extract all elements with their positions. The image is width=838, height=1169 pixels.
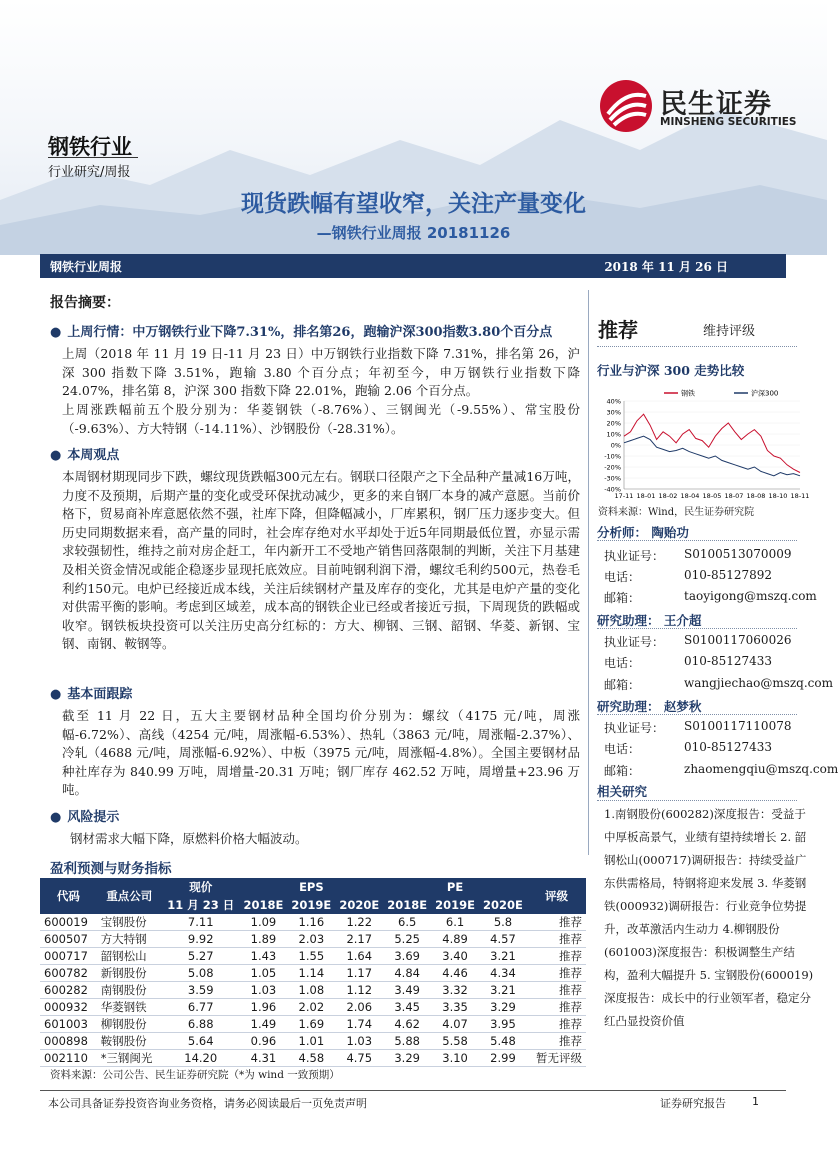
x-tick-label: 18-08 [746,492,766,500]
table-cell: 9.92 [162,931,240,948]
table-cell: 4.75 [335,1050,383,1067]
bullet-icon: ● [50,810,62,825]
rating-label: 推荐 [598,318,638,342]
table-cell: 6.77 [162,999,240,1016]
paragraph: 截至 11 月 22 日，五大主要钢材品种全国均价分别为：螺纹（4175 元/吨，周涨幅-6.72%）、高线（4254 元/吨，周涨幅-6.53%）、热轧（3863 元/吨，周涨幅-2.37%）、冷轧（4688 元/吨，周涨幅-6.92%）、中板（3975 元/吨，周涨幅-4.8%）。全国主要钢材品种社库存为 840.99 万吨，周增量-20.31 万吨；钢厂库存 462.52 万吨，周增量+23.96 万吨。 [62,708,580,798]
table-cell: 600507 [40,931,97,948]
table-cell: 000932 [40,999,97,1016]
table-row [40,1050,586,1067]
table-cell: 新钢股份 [97,965,162,982]
trend-chart [596,385,810,500]
table-cell: 7.11 [162,914,240,931]
table-cell: 2.02 [287,999,335,1016]
divider [597,714,797,715]
paragraph: 钢材需求大幅下降，原燃料价格大幅波动。 [70,831,308,846]
report-date: 2018 年 11 月 26 日 [604,260,728,274]
table-cell: 推荐 [527,931,586,948]
license-value: S0100117110078 [684,719,792,733]
y-tick-label: -20% [604,463,621,472]
divider [597,540,797,541]
x-tick-label: 18-01 [636,492,656,500]
table-cell: 3.35 [431,999,479,1016]
section-heading-risk: ● 风险提示 [50,810,120,825]
bullet-icon: ● [50,325,62,340]
table-cell: 1.12 [335,982,383,999]
report-title: 现货跌幅有望收窄，关注产量变化 [241,191,586,217]
table-cell: 1.22 [335,914,383,931]
col-price: 现价 [162,878,240,896]
footer-line [40,1090,786,1091]
table-cell: 5.58 [431,1033,479,1050]
phone-label: 电话： [604,570,641,584]
table-cell: 1.69 [287,1016,335,1033]
table-cell: 1.08 [287,982,335,999]
assistant1-title: 研究助理： 王介超 [597,613,702,628]
table-cell: 1.89 [240,931,288,948]
y-tick-label: -40% [604,485,621,494]
report-subtitle: —钢铁行业周报 20181126 [316,224,511,242]
col-pe-2020: 2020E [479,896,527,914]
page-number: 1 [752,1095,759,1108]
title-bar [40,254,786,278]
industry-underline [48,157,138,158]
y-tick-label: -30% [604,474,621,483]
table-cell: 4.34 [479,965,527,982]
col-company: 重点公司 [97,878,162,914]
table-cell: 南钢股份 [97,982,162,999]
table-cell: 1.55 [287,948,335,965]
table-row [40,965,586,982]
license-label: 执业证号： [604,721,665,735]
chart-source: 资料来源：Wind，民生证券研究院 [598,507,755,518]
email-label: 邮箱： [604,764,641,778]
y-tick-label: -10% [604,452,621,461]
table-cell: 000717 [40,948,97,965]
table-cell: 1.03 [335,1033,383,1050]
table-cell: 鞍钢股份 [97,1033,162,1050]
table-cell: 推荐 [527,1016,586,1033]
table-cell: 3.69 [383,948,431,965]
footer-disclaimer: 本公司具备证券投资咨询业务资格，请务必阅读最后一页免责声明 [48,1097,367,1110]
table-cell: 000898 [40,1033,97,1050]
table-cell: 600282 [40,982,97,999]
y-tick-label: 0% [610,441,621,450]
related-title: 相关研究 [597,784,648,799]
x-tick-label: 18-02 [658,492,678,500]
table-cell: 002110 [40,1050,97,1067]
table-cell: 推荐 [527,914,586,931]
table-cell: 3.21 [479,982,527,999]
paragraph: 上周（2018 年 11 月 19 日-11 月 23 日）中万钢铁行业指数下降 7.31%，排名第 26，沪深 300 指数下降 3.51%，跑输 3.80 个百分点；年初至今，申万钢铁行业指数下降 24.07%，排名第 8，沪深 300 指数下降 22.01%，跑输 2.06 个百分点。 [62,346,580,399]
paragraph: 上周涨跌幅前五个股分别为：华菱钢铁（-8.76%）、三钢闽光（-9.55%）、常宝股份（-9.63%）、方大特钢（-14.11%）、沙钢股份（-28.31%）。 [62,402,580,436]
col-rating: 评级 [527,878,586,914]
table-cell: 4.31 [240,1050,288,1067]
table-cell: 4.84 [383,965,431,982]
table-cell: 4.46 [431,965,479,982]
table-cell: 3.59 [162,982,240,999]
logo-text-en: MINSHENG SECURITIES [660,116,797,128]
table-cell: *三钢闽光 [97,1050,162,1067]
table-row [40,999,586,1016]
table-cell: 5.27 [162,948,240,965]
table-cell: 3.29 [383,1050,431,1067]
table-cell: 4.57 [479,931,527,948]
section-heading-fundamentals: ● 基本面跟踪 [50,687,133,702]
table-cell: 柳钢股份 [97,1016,162,1033]
col-price-date: 11 月 23 日 [162,896,240,914]
abstract-title: 报告摘要： [50,295,120,311]
table-cell: 600019 [40,914,97,931]
phone-label: 电话： [604,656,641,670]
column-divider [588,290,589,855]
table-cell: 3.49 [383,982,431,999]
phone-label: 电话： [604,742,641,756]
table-cell: 6.1 [431,914,479,931]
table-cell: 1.96 [240,999,288,1016]
table-cell: 1.74 [335,1016,383,1033]
table-cell: 3.45 [383,999,431,1016]
table-cell: 3.32 [431,982,479,999]
footer-label: 证券研究报告 [660,1097,726,1110]
table-row [40,1016,586,1033]
analyst-title: 分析师： 陶贻功 [597,525,689,540]
x-tick-label: 17-11 [614,492,634,500]
divider [597,800,797,801]
logo-text-cn: 民生证券 [660,89,772,120]
email-label: 邮箱： [604,591,641,605]
table-cell: 推荐 [527,999,586,1016]
table-title: 盈利预测与财务指标 [50,861,172,877]
table-cell: 推荐 [527,965,586,982]
table-cell: 1.09 [240,914,288,931]
table-cell: 3.29 [479,999,527,1016]
report-type: 行业研究/周报 [48,165,131,180]
col-code: 代码 [40,878,97,914]
divider [597,628,797,629]
title-bar-left: 钢铁行业周报 [50,260,123,274]
table-cell: 2.99 [479,1050,527,1067]
section-heading-market: ● 上周行情：中万钢铁行业下降7.31%，排名第26，跑输沪深300指数3.80个百分点 [50,325,553,340]
table-cell: 1.49 [240,1016,288,1033]
table-cell: 14.20 [162,1050,240,1067]
table-cell: 5.25 [383,931,431,948]
table-cell: 推荐 [527,948,586,965]
license-label: 执业证号： [604,635,665,649]
company-logo [600,80,800,135]
table-cell: 1.14 [287,965,335,982]
col-pe: PE [383,878,527,896]
email-value[interactable]: wangjiechao@mszq.com [684,676,834,690]
license-value: S0100513070009 [684,547,792,561]
table-cell: 5.48 [479,1033,527,1050]
y-tick-label: 30% [606,408,621,417]
table-cell: 4.58 [287,1050,335,1067]
table-cell: 推荐 [527,1033,586,1050]
x-tick-label: 18-04 [680,492,700,500]
table-row [40,931,586,948]
chart-title: 行业与沪深 300 走势比较 [597,363,745,378]
legend-label: 钢铁 [681,389,695,398]
table-cell: 1.16 [287,914,335,931]
table-cell: 韶钢松山 [97,948,162,965]
bullet-icon: ● [50,687,62,702]
table-cell: 0.96 [240,1033,288,1050]
forecast-table [40,878,586,1067]
table-cell: 5.8 [479,914,527,931]
table-cell: 3.10 [431,1050,479,1067]
table-cell: 方大特钢 [97,931,162,948]
y-tick-label: 10% [606,430,621,439]
x-tick-label: 18-11 [790,492,810,500]
table-cell: 宝钢股份 [97,914,162,931]
license-label: 执业证号： [604,549,665,563]
table-cell: 6.5 [383,914,431,931]
col-pe-2018: 2018E [383,896,431,914]
table-cell: 4.89 [431,931,479,948]
table-cell: 6.88 [162,1016,240,1033]
table-cell: 600782 [40,965,97,982]
phone-value: 010-85127892 [684,568,773,582]
bullet-icon: ● [50,448,62,463]
table-cell: 1.43 [240,948,288,965]
email-value[interactable]: zhaomengqiu@mszq.com [684,762,838,776]
x-tick-label: 18-05 [702,492,722,500]
table-cell: 1.05 [240,965,288,982]
table-cell: 4.07 [431,1016,479,1033]
email-value[interactable]: taoyigong@mszq.com [684,589,817,603]
table-cell: 2.06 [335,999,383,1016]
table-cell: 推荐 [527,982,586,999]
table-cell: 601003 [40,1016,97,1033]
x-tick-label: 18-07 [724,492,744,500]
x-tick-label: 18-10 [768,492,788,500]
table-cell: 2.17 [335,931,383,948]
y-tick-label: 40% [606,397,621,406]
table-cell: 1.01 [287,1033,335,1050]
table-cell: 1.03 [240,982,288,999]
industry-name: 钢铁行业 [48,135,132,159]
table-cell: 1.17 [335,965,383,982]
table-cell: 5.88 [383,1033,431,1050]
paragraph: 本周钢材期现同步下跌，螺纹现货跌幅300元左右。钢联口径限产之下全品种产量减16万吨，力度不及预期，后期产量的变化或受环保扰动减少，更多的来自钢厂本身的减产意愿。当前价格下，贸易商补库意愿依然不强，社库下降，但降幅减小，厂库累积，钢厂压力逐步变大。但历史同期数据来看，高产量的同时，社会库存绝对水平却处于近5年同期最低位置，亦显示需求较强韧性，维持之前对房企赶工，年内新开工不受地产销售回落限制的判断，关注下月基建及相关资金情况或能企稳逐步显现托底效应。目前吨钢利润下滑，螺纹毛利约500元，热卷毛利约150元。电炉已经接近成本线，关注后续钢材产量及库存的变化，尤其是电炉产量的变化对供需平衡的影响。考虑到区域差，成本高的钢铁企业已经或者接近亏损，下周现货的跌幅或收窄。钢铁板块投资可以关注历史高分红标的：方大、柳钢、三钢、韶钢、华菱、新钢、宝钢、南钢、鞍钢等。 [62,469,580,652]
table-cell: 暂无评级 [527,1050,586,1067]
table-cell: 4.62 [383,1016,431,1033]
divider [597,346,797,347]
section-heading-view: ● 本周观点 [50,448,120,463]
email-label: 邮箱： [604,678,641,692]
table-row [40,982,586,999]
col-eps: EPS [240,878,384,896]
table-cell: 5.08 [162,965,240,982]
table-cell: 1.64 [335,948,383,965]
table-source: 资料来源：公司公告、民生证券研究院（*为 wind 一致预期） [50,1069,340,1081]
col-eps-2019: 2019E [287,896,335,914]
legend-label: 沪深300 [751,389,779,398]
table-cell: 华菱钢铁 [97,999,162,1016]
table-cell: 3.40 [431,948,479,965]
table-row [40,1033,586,1050]
table-cell: 3.21 [479,948,527,965]
phone-value: 010-85127433 [684,654,773,668]
logo-mark-icon [600,80,652,132]
rating-value: 维持评级 [703,324,756,339]
table-row [40,948,586,965]
table-cell: 5.64 [162,1033,240,1050]
license-value: S0100117060026 [684,633,792,647]
phone-value: 010-85127433 [684,740,773,754]
assistant2-title: 研究助理： 赵梦秋 [597,699,702,714]
table-cell: 3.95 [479,1016,527,1033]
col-eps-2020: 2020E [335,896,383,914]
col-pe-2019: 2019E [431,896,479,914]
y-tick-label: 20% [606,419,621,428]
related-reports: 1.南钢股份(600282)深度报告：受益于中厚板高景气，业绩有望持续增长 2. 韶钢松山(000717)调研报告：持续受益广东供需格局，特钢将迎来发展 3. 华菱钢铁(000932)调研报告：行业竞争位势提升，改革激活内生动力 4.柳钢股份(601003)深度报告：积极调整生产结构，盈利大幅提升 5. 宝钢股份(600019)深度报告：成长中的行业领军者，稳定分红凸显投资价值 [604,807,814,1028]
col-eps-2018: 2018E [240,896,288,914]
table-cell: 2.03 [287,931,335,948]
table-row [40,914,586,931]
